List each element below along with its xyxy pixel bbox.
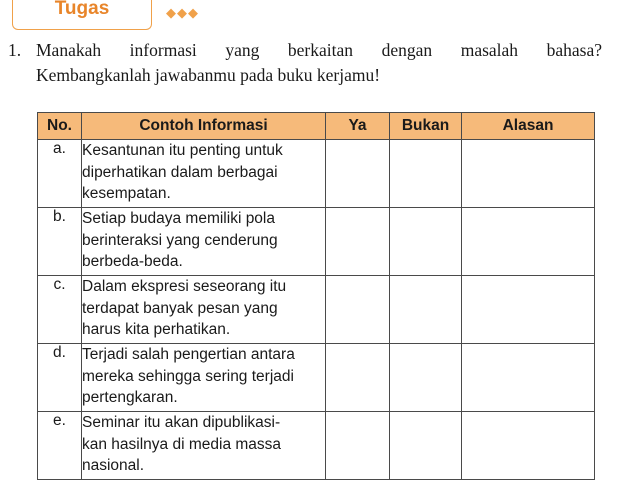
row-info-cell (82, 412, 326, 480)
bukan-answer-cell[interactable] (390, 344, 462, 412)
row-info-text: Kesantunan itu penting untuk diperhatikan dalam berbagai kesempatan. (82, 142, 283, 202)
question-text (36, 38, 602, 88)
alasan-answer-cell[interactable] (462, 208, 595, 276)
alasan-answer-cell[interactable] (462, 412, 595, 480)
header-info: Contoh Informasi (82, 113, 326, 140)
ya-answer-cell[interactable] (326, 208, 390, 276)
ya-answer-cell[interactable] (326, 276, 390, 344)
task-header-title: Tugas (54, 0, 110, 19)
row-info-text: Seminar itu akan dipublikasi- kan hasilnya di media massa nasional. (82, 414, 282, 474)
row-number: d. (38, 344, 82, 412)
header-bukan: Bukan (390, 113, 462, 140)
alasan-answer-cell[interactable] (462, 140, 595, 208)
bukan-answer-cell[interactable] (390, 140, 462, 208)
table-row (38, 208, 595, 276)
row-number: a. (38, 140, 82, 208)
question-number: 1. (8, 40, 22, 60)
row-info-text: Terjadi salah pengertian antara mereka sehingga sering terjadi pertengkaran. (82, 346, 295, 406)
row-info-text: Dalam ekspresi seseorang itu terdapat banyak pesan yang harus kita perhatikan. (82, 278, 287, 338)
header-ya: Ya (326, 113, 390, 140)
bukan-answer-cell[interactable] (390, 208, 462, 276)
bukan-answer-cell[interactable] (390, 276, 462, 344)
table-row (38, 276, 595, 344)
header-no: No. (38, 113, 82, 140)
bukan-answer-cell[interactable] (390, 412, 462, 480)
table-row (38, 140, 595, 208)
header-alasan: Alasan (462, 113, 595, 140)
row-info-cell (82, 140, 326, 208)
alasan-answer-cell[interactable] (462, 344, 595, 412)
row-info-cell (82, 276, 326, 344)
answer-table (37, 112, 595, 480)
row-number: c. (38, 276, 82, 344)
alasan-answer-cell[interactable] (462, 276, 595, 344)
row-info-text: Setiap budaya memiliki pola berinteraksi yang cenderung berbeda-beda. (82, 210, 278, 270)
diamond-decoration-icon: ◆◆◆ (166, 5, 199, 20)
question-line-1: Manakah informasi yang berkaitan dengan masalah bahasa? (36, 40, 602, 60)
ya-answer-cell[interactable] (326, 412, 390, 480)
row-number: b. (38, 208, 82, 276)
ya-answer-cell[interactable] (326, 140, 390, 208)
task-header-tab (12, 0, 152, 30)
question-line-2: Kembangkanlah jawabanmu pada buku kerjamu! (36, 65, 381, 85)
row-info-cell (82, 208, 326, 276)
ya-answer-cell[interactable] (326, 344, 390, 412)
table-header-row (38, 113, 595, 140)
row-number: e. (38, 412, 82, 480)
row-info-cell (82, 344, 326, 412)
table-row (38, 412, 595, 480)
table-row (38, 344, 595, 412)
